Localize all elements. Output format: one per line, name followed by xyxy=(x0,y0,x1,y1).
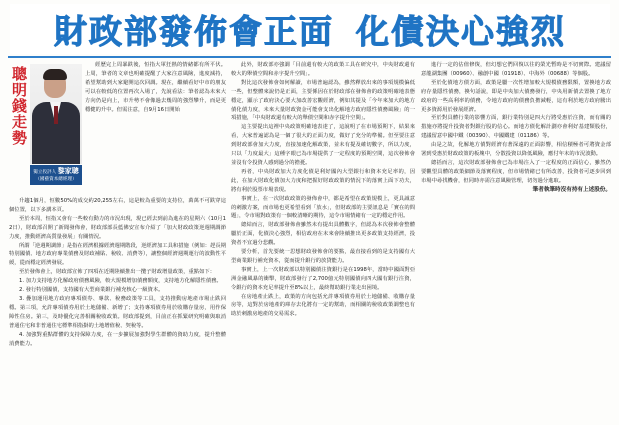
author-photo xyxy=(30,64,82,164)
paragraph: 經歷完上周暴跌後，恒指大軍狂熱的情緒都有所平伏。上周，筆者的文章也明確提醒了大家注意風險，進度減持，希望幫助到大家避開這次回調。現在，繼續看好中市的朋友可以在較低的位置再次入場了，先說看法：筆者認為未來大方向仍是向上，市升勢不會像過去幾周的強烈攀升，而是更穩健的升中。但需注意，自9月16日開始 xyxy=(85,62,226,113)
column-1-top xyxy=(85,61,226,114)
paragraph: 再者，中央財政加大力度化債是利好國內大型銀行和資本充足率的，因此，在加大財政化債加大力度和把握好財政政策的情況下的落實上面下功夫，將有利於股票市場表現。 xyxy=(231,168,415,193)
paragraph: 至於本周，恒指又會有一些較有動力的市況出現，現已經去到前為進在的星期六（10月12日），財政部召開了新聞發佈會，財政部部長藍佛安宣布介紹了「加大財政政策逆週期調節力度，推動經濟高質量發展」有關情況。 xyxy=(9,215,226,240)
column-3 xyxy=(421,61,611,195)
paragraph: 總結而言，財政部發佈會雖然未有提出具體數字，但認為本次發佈會整體屬於正面，化債決心強烈，相信政府在未來會陸續推出更多政策支持經濟，投資者不宜過分悲觀。 xyxy=(231,222,415,247)
columnist-block xyxy=(10,64,82,192)
headline xyxy=(54,6,566,53)
paragraph: 事實上，上一次財政部以特別國債注資銀行是在1998年，當時中國面對亞洲金融風暴的衝擊，財政部發行了2,700億元特別國債向四大國有銀行注資，令銀行的資本充足率提升至8%以上，最終幫助銀行業走出困境。 xyxy=(231,266,415,291)
author-title: （國藝資本總經理） xyxy=(35,176,77,182)
paragraph: 至於發佈會上，財政部宣佈了四項在近期陸續推出一攬子財政增量政策，重點如下： xyxy=(19,269,215,276)
paragraph: 事實上，在一次財政政策的發佈會中，都是希望在政策規模上，更具誠意的刺激方案，而市場也更希望看到「放水」，但財政部的主要訊息是「實在的問題」，令市場對政策有一個較清晰的期待，這令市場情緒有一定的穩定作用。 xyxy=(231,195,415,220)
paragraph: 在房地產止跌上，政策的方向包括允許專項債券用於土地儲備、收購存量房等，這對於房地產的庫存去化將有一定的幫助，而相關的稅收政策調整也有助於刺激房地產的交易需求。 xyxy=(231,293,415,318)
paragraph: 進行一定的估值修復，但幻想它們回復以往的榮光暫時是不切實際。建議留意龍湖集團（00960）、融創中國（01918）、中海外（00688）等個股。 xyxy=(421,62,611,77)
author-caption xyxy=(30,165,82,185)
paragraph: 所謂「逆週期調節」是指在經濟根據經濟週期階段，逆經濟加工具和措施（例如：趕長期特別國債、地方政府專業債務及財政補貼、稅收、消費等），讓整個經濟週期運行的波動性平緩，從而穩定經濟發展。 xyxy=(9,242,226,267)
headline-part1: 財政部發佈會正面 xyxy=(54,11,334,51)
paragraph: 2. 發行特別國債，支持國有大型商業銀行補充核心一級資本。 xyxy=(19,287,164,294)
disclosure-note: 筆者執筆時沒有持有上述股份。 xyxy=(532,186,611,193)
paragraph: 至於化債地方債方面，政策是屬一次性增加較大規模債務限額，置換地方政府存量隱性債務，換句話說，即是中央加大債務發行，中央用新債去置換了地方政府的一些高利率的債務，令地方政府的債務負擔減輕，這有利於地方政府騰出更多資源用於發展經濟。 xyxy=(421,79,611,113)
author-name: 黎家聰 xyxy=(57,167,79,175)
paragraph: 總括而言，這次財政部發佈會已為市場注入了一定程度的正面信心，雖然仍要觀望具體的政策細節及落實程度，但市場情緒已有所改善，投資者可逐步回到市場中尋找機會，但同時亦需注意風險管理，切勿過分進取。 xyxy=(421,159,611,184)
paragraph: 4. 加強對重點群體的支持保障力度，在一步擴展加強對學生群體的資助力度，提升整體消費能力。 xyxy=(9,331,226,347)
paragraph: 此外，財政部亦強調「目前還有較大的政策工具在研究中，中央財政還有較大的舉債空間和赤字提升空間」。 xyxy=(231,62,415,77)
paragraph: 這主要提出這裡中央政策明確地表達了，這說明了在市場預期下，結果來看，大家普遍認為是一個了很大的正面力度，做好了充分的準備。但至要注意到財政部會加大力度，直接加速化解政策，並未有提及確切數字，所以力度，只以「力度最大」這種字眼已為市場提供了一定程度的預期空間，這次發佈會並沒有令投資人感到過分的擔憂。 xyxy=(231,124,415,166)
headline-banner xyxy=(10,4,610,54)
paragraph: 對比這次發佈會如何解讀，市場普遍認為，雖然釋放出來的事項規模偏低一些，但整體來說仍是正面，主要係因在於財政部在發佈會的政策明確地表態穩定，顯示了政府決心要大加改善宏觀經濟，例如其提及「今年來加大的地方債化債力度，未來大量財政資金可能會支出化解地方政府隱性債務風險」的一項措施，「中央財政還有較大的舉債空間和赤字提升空間」。 xyxy=(231,79,415,122)
headline-part2: 化債決心強烈 xyxy=(356,11,566,51)
paragraph: 要分析，首先要統一思想財政發佈會的要點，最直接看到的是支持國有大型商業銀行補充資本，從而提升銀行的放貸能力。 xyxy=(231,249,415,264)
author-role: 獨立投評人 xyxy=(33,170,57,175)
paragraph: 1. 加力支持地方化解政府債務風險，較大規模增加債務額度，支持地方化解隱性債務。 xyxy=(19,278,222,285)
paragraph: 3. 疊加運用地方政府專項債券、專款、稅務政策等工具，支持推動房地產市場止跌回穩。第三項，允許專項債券用於土地儲備、新增了；支持專項債券用於收購存量房，用作保障性住房。第三，及時優化完善相關稅收政策。財政部提到，目前正在抓緊研究明確與取消普通住宅和非普通住宅標準相指掛的土地增值稅、契稅等。 xyxy=(9,295,226,329)
paragraph: 由是之故，化解地方債對經濟有著深遠的正面影響，相信積極者可將資金部署到受惠於財政政策的板塊中，分散投資以降低風險，應付年末的市況波動。 xyxy=(421,142,611,158)
headline-rule xyxy=(8,56,611,58)
paragraph: 至於對具體行業的影響方面，銀行業特別是四大行將受惠於注資，而有關的措施亦將提升投資者對銀行股的信心。而地方債化解計劃亦會利好基建類股份，建議留意中國中鐵（00390）、中國鐵建（01186）等。 xyxy=(421,115,611,140)
column-2 xyxy=(231,61,415,319)
column-name: 聰明錢走勢 xyxy=(10,66,28,146)
paragraph: 升趨1個月，恒數50%的成交約20,255左右，這是較為重要的支持位，萬萬不可跌穿這個位置，以下多講本頁。 xyxy=(9,198,226,213)
column-1-bottom xyxy=(9,197,226,348)
